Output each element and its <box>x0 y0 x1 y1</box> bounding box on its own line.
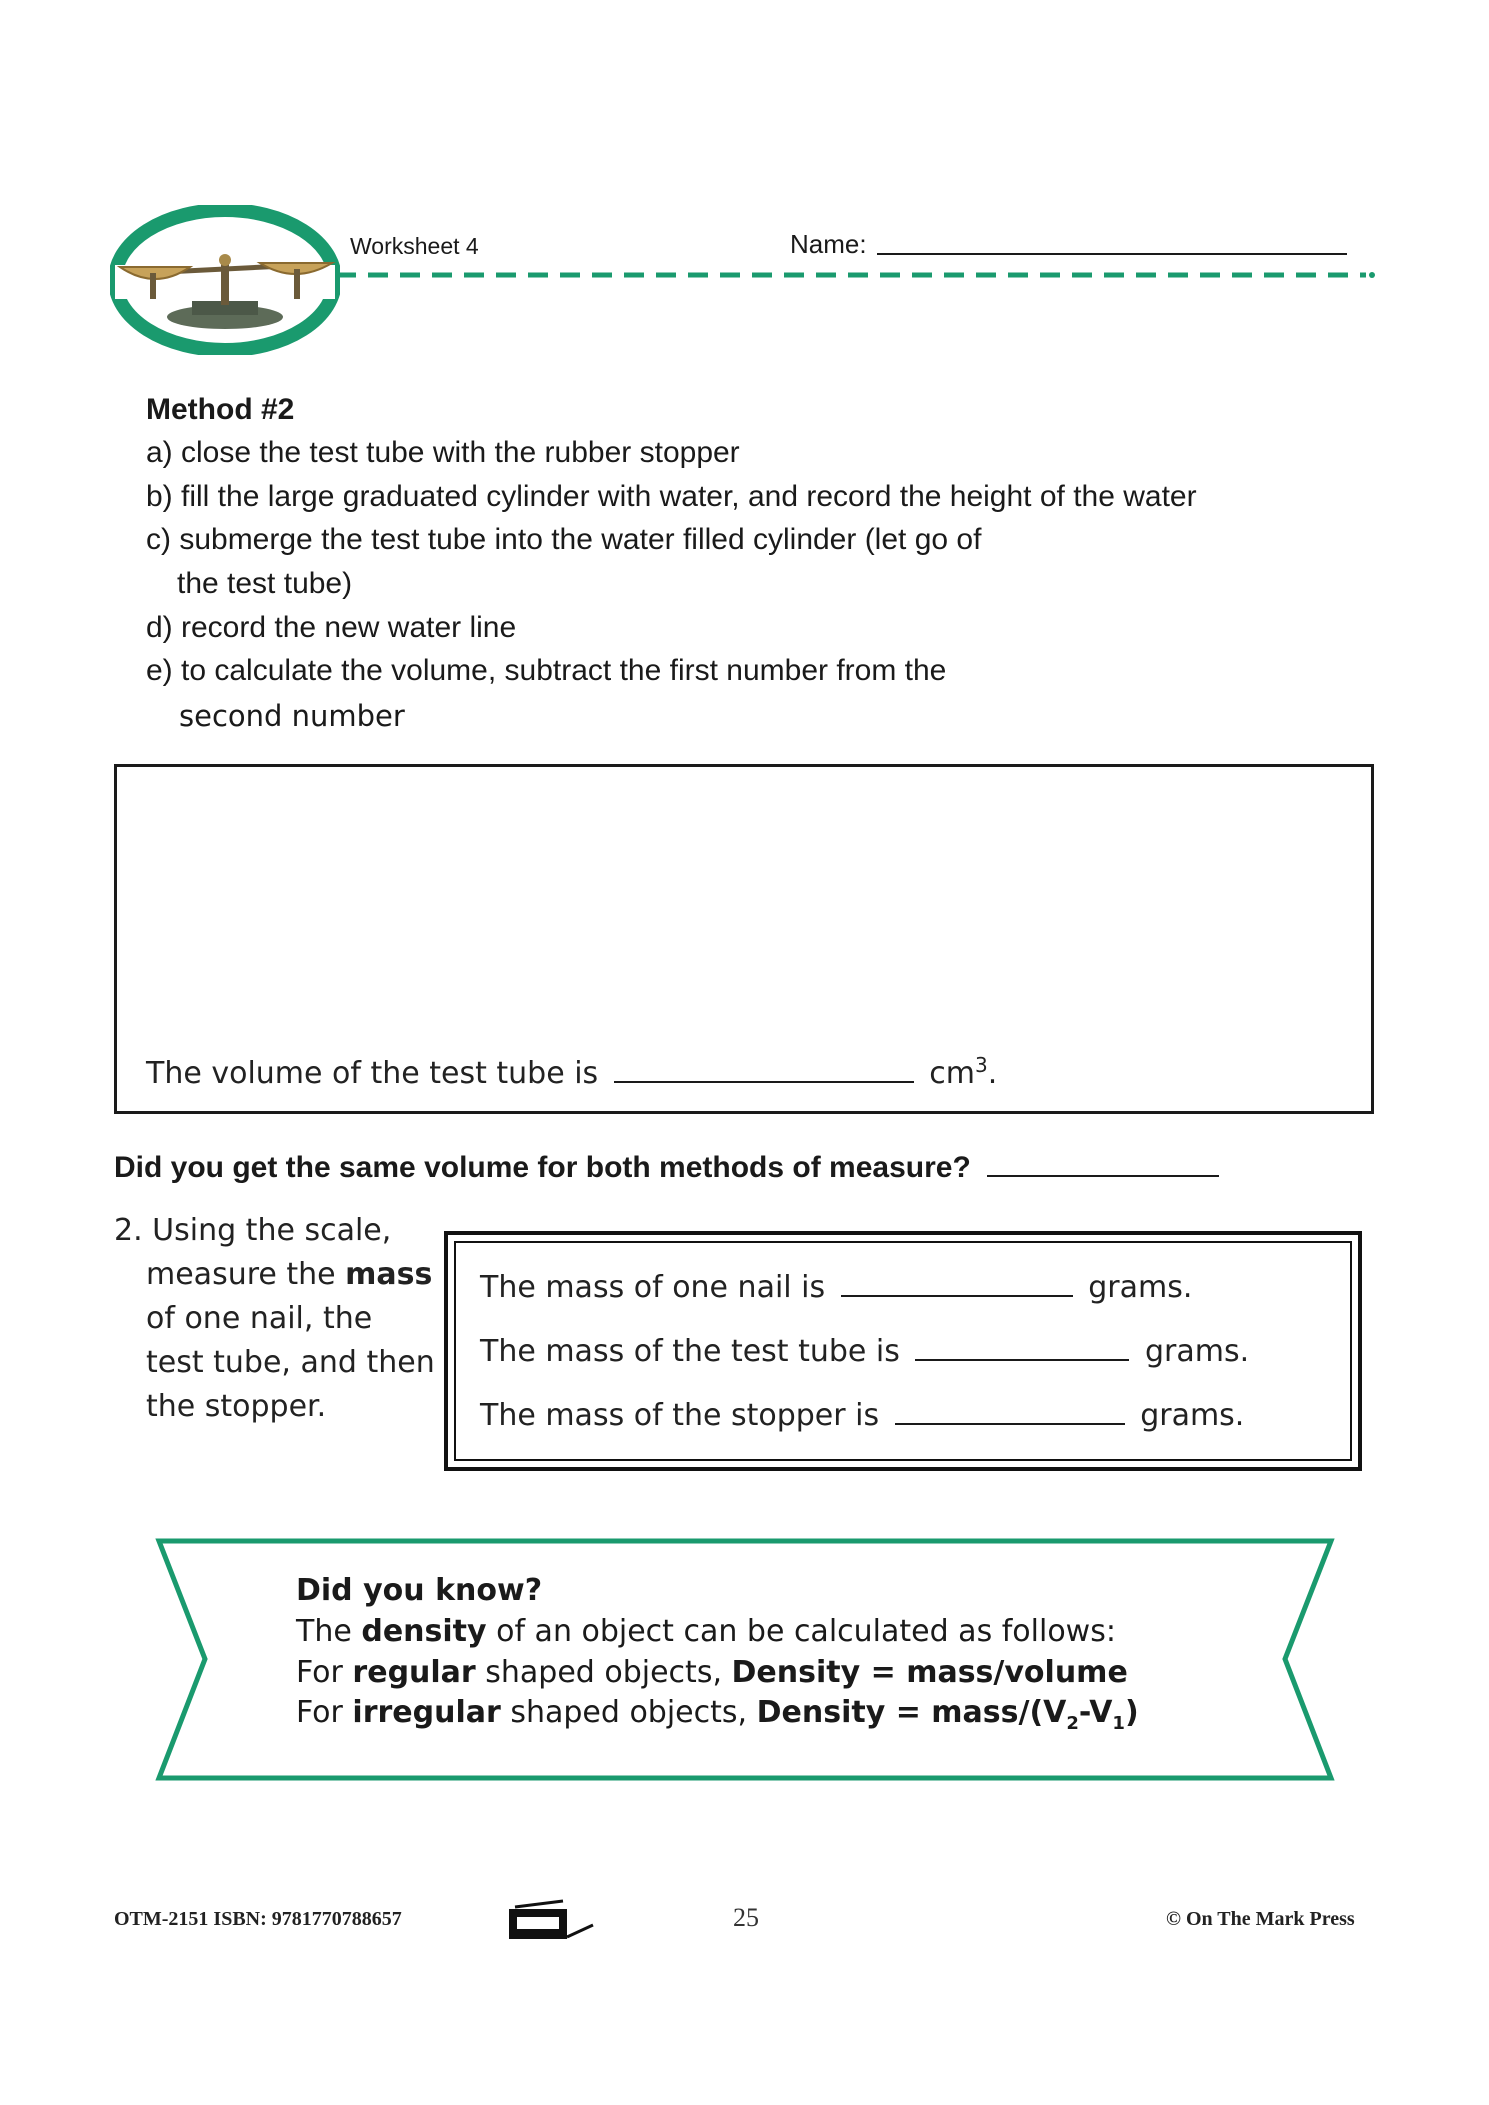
volume-answer-blank[interactable] <box>614 1055 914 1083</box>
mass-nail-unit: grams. <box>1088 1270 1193 1305</box>
mass-stopper-unit: grams. <box>1140 1398 1245 1433</box>
dyk-line-3 <box>296 1695 1139 1734</box>
dyk-l2-formula: Density = mass/volume <box>731 1655 1128 1690</box>
item2-mass-bold: mass <box>345 1257 433 1292</box>
mass-stopper-blank[interactable] <box>895 1397 1125 1425</box>
dyk-l3-irregular: irregular <box>352 1695 501 1730</box>
balance-scale-logo <box>110 205 340 355</box>
method-step-a: a) close the test tube with the rubber stopper <box>146 436 740 469</box>
dyk-line-1 <box>296 1614 1116 1649</box>
dyk-l1-c: of an object can be calculated as follows: <box>496 1614 1116 1649</box>
method-step-c-cont: the test tube) <box>177 567 353 600</box>
mass-tube-blank[interactable] <box>915 1333 1129 1361</box>
press-logo-icon <box>505 1895 595 1945</box>
mass-tube-prefix: The mass of the test tube is <box>480 1334 900 1369</box>
header-dashed-rule <box>336 270 1378 280</box>
volume-unit-exponent: 3 <box>974 1053 988 1077</box>
volume-unit: cm <box>929 1056 975 1091</box>
dyk-l3-sub-1: 1 <box>1112 1713 1125 1734</box>
dyk-l2-regular: regular <box>352 1655 476 1690</box>
name-label: Name: <box>790 229 867 259</box>
mass-line-nail <box>480 1269 1192 1305</box>
method-step-b: b) fill the large graduated cylinder with water, and record the height of the water <box>146 480 1197 513</box>
item2-line-5: the stopper. <box>146 1389 327 1424</box>
item2-line-2-text: measure the <box>146 1257 336 1292</box>
page-number: 25 <box>733 1903 759 1932</box>
volume-prefix: The volume of the test tube is <box>146 1056 599 1091</box>
item2-line-2 <box>146 1257 432 1292</box>
method-step-e-cont: second number <box>179 699 405 733</box>
dyk-l2-a: For <box>296 1655 343 1690</box>
footer-copyright: © On The Mark Press <box>1166 1908 1355 1930</box>
mass-line-stopper <box>480 1397 1244 1433</box>
dyk-l3-formula-a: Density = mass/(V <box>756 1695 1067 1730</box>
dyk-l3-c: shaped objects, <box>510 1695 748 1730</box>
dyk-l3-sub-2: 2 <box>1066 1713 1079 1734</box>
mass-tube-unit: grams. <box>1144 1334 1250 1369</box>
dyk-l2-c: shaped objects, <box>485 1655 722 1690</box>
name-input-line[interactable] <box>877 253 1347 255</box>
same-volume-text: Did you get the same volume for both methods of measure? <box>114 1151 971 1184</box>
footer-isbn: OTM-2151 ISBN: 9781770788657 <box>114 1908 402 1930</box>
method-step-e: e) to calculate the volume, subtract the first number from the <box>146 654 947 687</box>
item2-line-1: 2. Using the scale, <box>114 1213 392 1248</box>
did-you-know-title: Did you know? <box>296 1573 543 1608</box>
worksheet-label: Worksheet 4 <box>350 233 479 259</box>
dyk-l3-a: For <box>296 1695 343 1730</box>
method-step-d: d) record the new water line <box>146 611 517 644</box>
dyk-l1-density: density <box>361 1614 487 1649</box>
dyk-line-2 <box>296 1655 1128 1690</box>
method-title: Method #2 <box>146 393 295 426</box>
mass-line-test-tube <box>480 1333 1249 1369</box>
method-step-c: c) submerge the test tube into the water filled cylinder (let go of <box>146 523 982 556</box>
volume-sentence <box>146 1053 997 1091</box>
dyk-l3-formula-c: ) <box>1124 1695 1139 1730</box>
same-volume-answer-blank[interactable] <box>987 1149 1219 1177</box>
mass-nail-blank[interactable] <box>841 1269 1073 1297</box>
dyk-l3-formula-b: -V <box>1078 1695 1113 1730</box>
dyk-l1-a: The <box>296 1614 352 1649</box>
dyk-l3-formula <box>756 1695 1139 1734</box>
same-volume-question <box>114 1149 1225 1185</box>
item2-line-4: test tube, and then <box>146 1345 435 1380</box>
mass-nail-prefix: The mass of one nail is <box>480 1270 826 1305</box>
item2-line-3: of one nail, the <box>146 1301 373 1336</box>
mass-stopper-prefix: The mass of the stopper is <box>480 1398 880 1433</box>
volume-end: . <box>987 1056 998 1091</box>
